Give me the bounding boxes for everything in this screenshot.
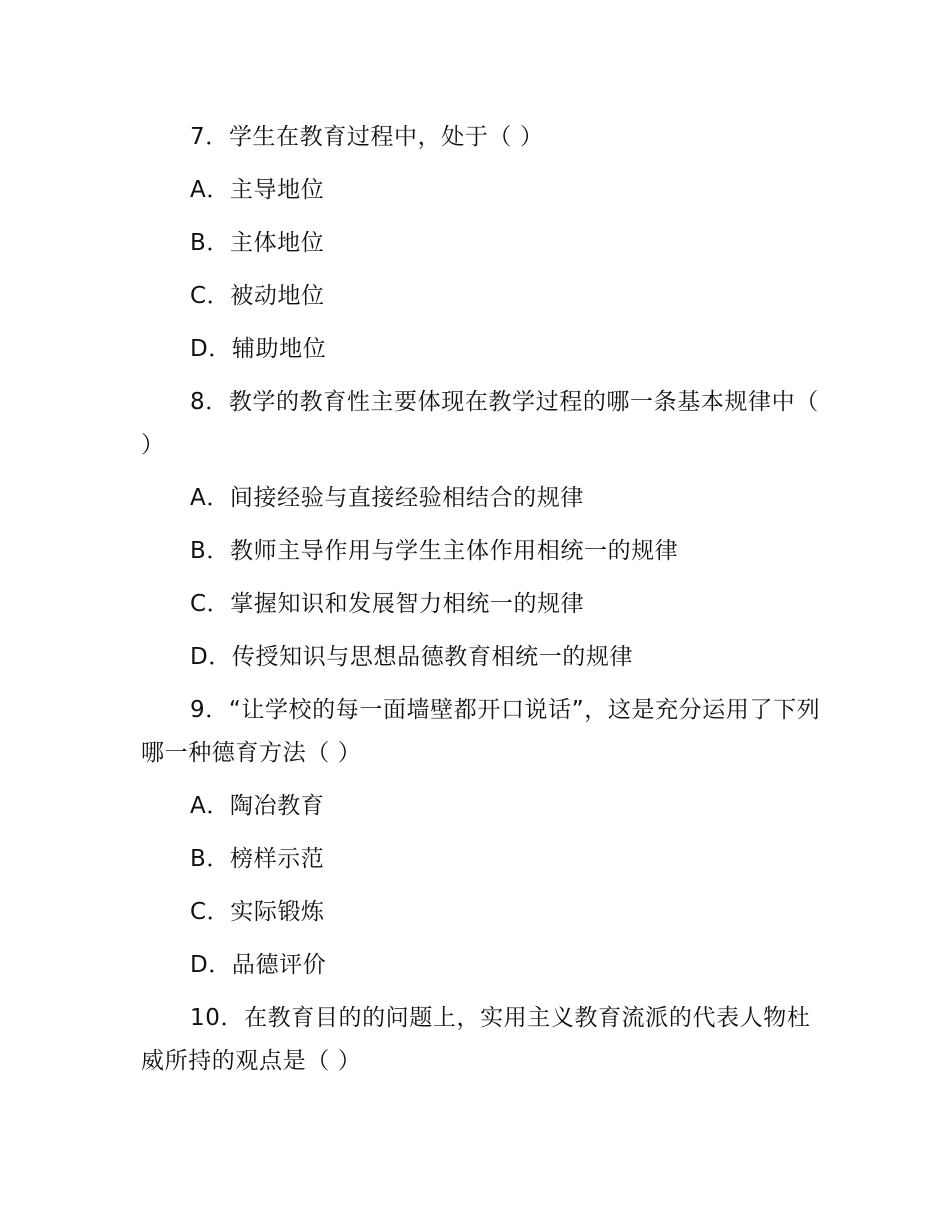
question-7-option-a: A．主导地位 (190, 177, 325, 203)
question-8-option-c: C．掌握知识和发展智力相统一的规律 (190, 591, 585, 617)
question-9-option-a: A．陶冶教育 (190, 793, 325, 819)
question-8-stem: 8．教学的教育性主要体现在教学过程的哪一条基本规律中（ ） (141, 389, 819, 458)
question-7-option-d: D．辅助地位 (190, 336, 327, 362)
document-body (141, 116, 821, 1093)
question-9-option-c: C．实际锻炼 (190, 899, 325, 925)
question-9-option-b: B．榜样示范 (190, 846, 325, 872)
question-9-option-d: D．品德评价 (190, 952, 327, 978)
question-7-option-b: B．主体地位 (190, 230, 325, 256)
question-8-option-b: B．教师主导作用与学生主体作用相统一的规律 (190, 538, 679, 564)
question-7-option-c: C．被动地位 (190, 283, 325, 309)
question-10-stem: 10．在教育目的的问题上，实用主义教育流派的代表人物杜威所持的观点是（ ） (141, 1005, 811, 1074)
question-9-stem: 9．“让学校的每一面墙壁都开口说话”，这是充分运用了下列哪一种德育方法（ ） (141, 697, 821, 766)
question-7-stem: 7．学生在教育过程中，处于（ ） (190, 124, 544, 150)
question-8-option-d: D．传授知识与思想品德教育相统一的规律 (190, 644, 634, 670)
question-8-option-a: A．间接经验与直接经验相结合的规律 (190, 485, 584, 511)
